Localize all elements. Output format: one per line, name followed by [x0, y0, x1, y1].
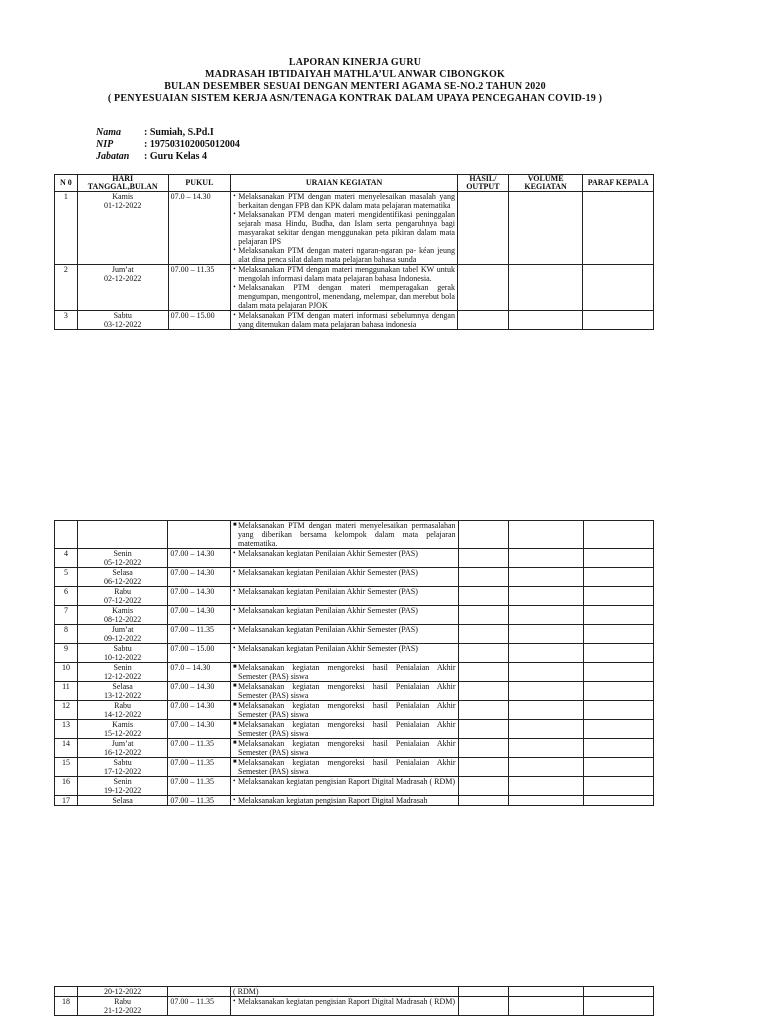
teacher-identity	[96, 127, 240, 163]
row-paraf	[583, 796, 653, 806]
row-time	[168, 758, 231, 777]
row-output	[458, 625, 509, 644]
day-date: 01-12-2022	[104, 201, 142, 210]
time-text: 07.00 – 11.35	[170, 265, 215, 274]
row-day	[77, 265, 168, 311]
time-text: 07.00 – 11.35	[170, 777, 215, 786]
row-volume	[509, 796, 583, 806]
row-time	[168, 568, 231, 587]
row-number-text: 12	[61, 701, 70, 710]
row-volume	[509, 701, 583, 720]
table-row	[55, 192, 654, 265]
row-output	[458, 987, 509, 997]
day-name: Senin	[113, 777, 132, 786]
activity-item: • Melaksanakan PTM dengan materi mengidentifikasi peninggalan sejarah masa Hindu, Budha, dan Islam serta pengaruhnya bagi masyarakat sekitar dengan menggunakan peta pikiran dalam mata pelajaran IPS	[233, 210, 455, 246]
day-date: 17-12-2022	[103, 767, 142, 776]
row-activity	[231, 682, 459, 701]
row-number-text: 8	[63, 625, 68, 634]
row-output	[457, 192, 508, 265]
day-date: 07-12-2022	[103, 596, 142, 605]
table-row	[55, 265, 654, 311]
row-number	[55, 987, 78, 997]
table-row	[55, 568, 654, 587]
row-volume	[509, 758, 583, 777]
row-day	[77, 720, 167, 739]
day-name: Jum’at	[111, 739, 134, 748]
activity-item: • Melaksanakan PTM dengan materi ngaran-ngaran pa- kéan jeung alat dina penca silat dalam mata pelajaran bahasa sunda	[233, 246, 455, 264]
row-number	[55, 701, 78, 720]
day-date: 14-12-2022	[103, 710, 142, 719]
row-paraf	[583, 739, 653, 758]
row-volume	[509, 997, 583, 1016]
row-day	[77, 997, 167, 1016]
col-volume: VOLUME KEGIATAN	[508, 175, 583, 192]
row-activity	[231, 758, 459, 777]
activity-item: ■ Melaksanakan kegiatan mengoreksi hasil Penialaian Akhir Semester (PAS) siswa	[233, 701, 456, 719]
time-text: 07.00 – 15.00	[170, 644, 215, 653]
activity-item: • Melaksanakan kegiatan Penilaian Akhir Semester (PAS)	[233, 568, 456, 577]
nip-value: : 197503102005012004	[144, 139, 240, 150]
day-name: Selasa	[112, 796, 133, 805]
report-title: LAPORAN KINERJA GURU	[288, 57, 422, 68]
col-paraf: PARAF KEPALA	[583, 175, 654, 192]
col-no: N 0	[55, 175, 78, 192]
row-output	[458, 521, 509, 549]
row-number-text: 16	[61, 777, 70, 786]
row-day	[77, 549, 167, 568]
row-day	[77, 587, 167, 606]
row-time	[168, 192, 231, 265]
time-text: 07.0 – 14.30	[170, 192, 211, 201]
row-time	[168, 796, 231, 806]
row-number-text: 10	[61, 663, 70, 672]
row-output	[458, 758, 509, 777]
row-volume	[509, 644, 583, 663]
row-time	[168, 739, 231, 758]
row-day	[77, 682, 167, 701]
row-volume	[509, 625, 583, 644]
time-text: 07.00 – 11.35	[170, 739, 215, 748]
name-value: : Sumiah, S.Pd.I	[144, 127, 214, 138]
report-header	[0, 57, 710, 105]
col-activity: URAIAN KEGIATAN	[231, 175, 458, 192]
row-paraf	[583, 720, 653, 739]
row-number	[55, 192, 78, 265]
row-activity	[231, 549, 459, 568]
time-text: 07.00 – 11.35	[170, 758, 215, 767]
row-volume	[509, 606, 583, 625]
row-day	[77, 701, 167, 720]
activity-item: • Melaksanakan PTM dengan materi informasi sebelumnya dengan yang ditemukan dalam mata pelajaran bahasa indonesia	[233, 311, 455, 329]
activity-item: ■ Melaksanakan kegiatan mengoreksi hasil Penialaian Akhir Semester (PAS) siswa	[233, 739, 456, 757]
row-day	[77, 625, 167, 644]
activity-item: ■ Melaksanakan kegiatan mengoreksi hasil Penialaian Akhir Semester (PAS) siswa	[233, 720, 456, 738]
day-name: Rabu	[114, 701, 132, 710]
jabatan-value: : Guru Kelas 4	[144, 151, 208, 162]
row-day	[77, 606, 167, 625]
day-date: 13-12-2022	[103, 691, 142, 700]
day-date: 03-12-2022	[104, 320, 142, 329]
activity-item: • Melaksanakan kegiatan Penilaian Akhir Semester (PAS)	[233, 606, 456, 615]
row-volume	[509, 549, 583, 568]
row-number-text: 2	[63, 265, 68, 274]
row-number	[55, 625, 78, 644]
row-paraf	[583, 701, 653, 720]
row-output	[458, 796, 509, 806]
row-time	[168, 997, 231, 1016]
row-paraf	[583, 521, 653, 549]
day-name: Kamis	[112, 192, 134, 201]
table-row	[55, 625, 654, 644]
day-date: 06-12-2022	[103, 577, 142, 586]
table-row	[55, 549, 654, 568]
day-name: Kamis	[112, 606, 134, 615]
table-row	[55, 701, 654, 720]
table-row	[55, 987, 654, 997]
activity-item: • Melaksanakan kegiatan pengisian Raport Digital Madrasah ( RDM)	[233, 777, 456, 786]
row-activity	[231, 521, 459, 549]
row-time	[168, 521, 231, 549]
day-date: 16-12-2022	[103, 748, 142, 757]
activity-item: • Melaksanakan PTM dengan materi memperagakan gerak mengumpan, mengontrol, menendang, melempar, dan merebut bola dalam mata pelajaran PJOK	[233, 283, 455, 310]
row-time	[168, 311, 231, 330]
row-activity	[231, 701, 459, 720]
day-name: Senin	[113, 549, 132, 558]
row-number	[55, 587, 78, 606]
table-row	[55, 587, 654, 606]
row-time	[168, 682, 231, 701]
col-day: HARI TANGGAL,BULAN	[77, 175, 168, 192]
row-number-text: 6	[63, 587, 68, 596]
row-activity	[230, 997, 458, 1016]
day-name: Selasa	[112, 568, 133, 577]
day-name: Sabtu	[113, 644, 132, 653]
day-date: 02-12-2022	[104, 274, 142, 283]
day-date: 09-12-2022	[103, 634, 142, 643]
row-output	[458, 777, 509, 796]
activity-item: • Melaksanakan kegiatan pengisian Raport Digital Madrasah ( RDM)	[233, 997, 456, 1006]
nip-label: NIP	[96, 139, 114, 150]
row-day	[77, 739, 167, 758]
row-day	[77, 987, 167, 997]
activity-item: • Melaksanakan kegiatan Penilaian Akhir Semester (PAS)	[233, 625, 456, 634]
time-text: 07.0 – 14.30	[170, 663, 211, 672]
row-output	[457, 265, 508, 311]
row-activity	[231, 777, 459, 796]
row-activity	[231, 625, 459, 644]
row-number	[55, 311, 78, 330]
row-activity	[231, 796, 459, 806]
day-name: Selasa	[112, 682, 133, 691]
day-name: Kamis	[112, 720, 134, 729]
day-date: 15-12-2022	[103, 729, 142, 738]
row-number	[55, 265, 78, 311]
time-text: 07.00 – 11.35	[170, 796, 215, 805]
row-number	[55, 549, 78, 568]
col-output: HASIL/ OUTPUT	[457, 175, 508, 192]
row-number	[55, 644, 78, 663]
row-activity	[231, 663, 459, 682]
row-volume	[509, 739, 583, 758]
row-time	[168, 644, 231, 663]
row-paraf	[583, 777, 653, 796]
row-number	[55, 796, 78, 806]
row-number-text: 1	[63, 192, 68, 201]
time-text: 07.00 – 15.00	[170, 311, 215, 320]
table-row	[55, 720, 654, 739]
activity-table-page3	[54, 986, 654, 1016]
row-output	[458, 549, 509, 568]
day-name: Sabtu	[113, 311, 132, 320]
row-paraf	[583, 265, 654, 311]
row-activity	[231, 644, 459, 663]
time-text: 07.00 – 14.30	[170, 701, 215, 710]
time-text: 07.00 – 14.30	[170, 587, 215, 596]
day-date: 08-12-2022	[103, 615, 142, 624]
row-number	[55, 758, 78, 777]
row-day	[77, 758, 167, 777]
table-header-row	[55, 175, 654, 192]
activity-item: ■ Melaksanakan PTM dengan materi menyelesaikan permasalahan yang diberikan bersama kelompok dalam mata pelajaran matematika.	[233, 521, 456, 548]
activity-item: • Melaksanakan PTM dengan materi menyelesaikan masalah yang berkaitan dengan FPB dan KPK dalam mata pelajaran matematika	[233, 192, 455, 210]
table-row	[55, 521, 654, 549]
row-output	[458, 606, 509, 625]
row-time	[168, 987, 231, 997]
row-paraf	[583, 625, 653, 644]
row-number	[55, 720, 78, 739]
row-number	[55, 663, 78, 682]
row-volume	[509, 568, 583, 587]
row-output	[457, 311, 508, 330]
row-volume	[509, 663, 583, 682]
day-date: 21-12-2022	[103, 1006, 142, 1015]
row-paraf	[583, 997, 653, 1016]
row-activity	[231, 606, 459, 625]
row-paraf	[583, 587, 653, 606]
report-subtitle: ( PENYESUAIAN SISTEM KERJA ASN/TENAGA KONTRAK DALAM UPAYA PENCEGAHAN COVID-19 )	[107, 93, 603, 104]
row-number	[55, 606, 78, 625]
activity-table-page1	[54, 174, 654, 330]
row-paraf	[583, 644, 653, 663]
col-time: PUKUL	[168, 175, 231, 192]
name-label: Nama	[96, 127, 121, 138]
row-day	[77, 568, 167, 587]
table-row	[55, 311, 654, 330]
report-period: BULAN DESEMBER SESUAI DENGAN MENTERI AGAMA SE-NO.2 TAHUN 2020	[164, 81, 546, 92]
row-time	[168, 777, 231, 796]
row-number	[55, 521, 78, 549]
row-time	[168, 625, 231, 644]
row-number-text: 5	[63, 568, 68, 577]
table-row	[55, 682, 654, 701]
activity-item: ( RDM)	[232, 987, 259, 996]
activity-item: ■ Melaksanakan kegiatan mengoreksi hasil Penialaian Akhir Semester (PAS) siswa	[233, 663, 456, 681]
day-date: 05-12-2022	[103, 558, 142, 567]
row-time	[168, 701, 231, 720]
day-date: 20-12-2022	[103, 987, 142, 996]
row-activity	[231, 587, 459, 606]
day-name: Jum’at	[111, 265, 134, 274]
row-number	[55, 777, 78, 796]
row-activity	[231, 311, 458, 330]
row-paraf	[583, 987, 653, 997]
time-text: 07.00 – 11.35	[170, 625, 215, 634]
row-volume	[509, 682, 583, 701]
row-paraf	[583, 758, 653, 777]
row-time	[168, 720, 231, 739]
row-day	[77, 192, 168, 265]
day-date: 10-12-2022	[103, 653, 142, 662]
row-output	[458, 997, 509, 1016]
row-volume	[508, 311, 583, 330]
time-text: 07.00 – 11.35	[170, 997, 215, 1006]
row-day	[77, 311, 168, 330]
row-volume	[509, 720, 583, 739]
row-number-text: 11	[62, 682, 70, 691]
row-day	[77, 777, 167, 796]
row-output	[458, 587, 509, 606]
activity-table-page2	[54, 520, 654, 806]
row-volume	[509, 987, 583, 997]
activity-item: • Melaksanakan kegiatan Penilaian Akhir Semester (PAS)	[233, 587, 456, 596]
row-number	[55, 682, 78, 701]
row-time	[168, 587, 231, 606]
day-name: Rabu	[114, 587, 132, 596]
day-name: Senin	[113, 663, 132, 672]
row-paraf	[583, 192, 654, 265]
day-date: 12-12-2022	[103, 672, 142, 681]
row-volume	[509, 521, 583, 549]
row-time	[168, 606, 231, 625]
activity-item: • Melaksanakan kegiatan Penilaian Akhir Semester (PAS)	[233, 549, 456, 558]
jabatan-label: Jabatan	[96, 151, 130, 162]
row-activity	[231, 720, 459, 739]
day-name: Sabtu	[113, 758, 132, 767]
table-row	[55, 739, 654, 758]
row-number-text: 15	[61, 758, 70, 767]
time-text: 07.00 – 14.30	[170, 720, 215, 729]
row-number-text: 13	[61, 720, 70, 729]
day-name: Rabu	[114, 997, 132, 1006]
table-row	[55, 644, 654, 663]
row-output	[458, 568, 509, 587]
time-text: 07.00 – 14.30	[170, 606, 215, 615]
day-name: Jum’at	[111, 625, 134, 634]
row-time	[168, 663, 231, 682]
row-activity	[231, 739, 459, 758]
row-output	[458, 701, 509, 720]
row-number-text: 3	[63, 311, 68, 320]
activity-item: • Melaksanakan PTM dengan materi menggunakan tabel KW untuk mengolah informasi dalam mata pelajaran bahasa Indonesia.	[233, 265, 455, 283]
row-volume	[508, 192, 583, 265]
row-paraf	[583, 568, 653, 587]
row-paraf	[583, 606, 653, 625]
row-time	[168, 549, 231, 568]
row-number-text: 9	[63, 644, 68, 653]
table-row	[55, 758, 654, 777]
school-name: MADRASAH IBTIDAIYAH MATHLA’UL ANWAR CIBONGKOK	[205, 69, 505, 80]
row-number-text: 18	[61, 997, 70, 1006]
row-volume	[509, 587, 583, 606]
row-day	[77, 796, 167, 806]
row-volume	[509, 777, 583, 796]
table-row	[55, 777, 654, 796]
row-output	[458, 663, 509, 682]
row-output	[458, 682, 509, 701]
row-activity	[231, 265, 458, 311]
row-number-text: 14	[61, 739, 70, 748]
table-row	[55, 606, 654, 625]
time-text: 07.00 – 14.30	[170, 549, 215, 558]
activity-item: ■ Melaksanakan kegiatan mengoreksi hasil Penialaian Akhir Semester (PAS) siswa	[233, 682, 456, 700]
table-row	[55, 663, 654, 682]
activity-item: • Melaksanakan kegiatan Penilaian Akhir Semester (PAS)	[233, 644, 456, 653]
table-row	[55, 997, 654, 1016]
activity-item: • Melaksanakan kegiatan pengisian Raport Digital Madrasah	[233, 796, 456, 805]
row-activity	[231, 192, 458, 265]
row-time	[168, 265, 231, 311]
time-text: 07.00 – 14.30	[170, 682, 215, 691]
row-number	[55, 997, 78, 1016]
row-paraf	[583, 311, 654, 330]
table-row	[55, 796, 654, 806]
row-paraf	[583, 682, 653, 701]
row-number-text: 4	[63, 549, 68, 558]
row-day	[77, 644, 167, 663]
row-output	[458, 720, 509, 739]
row-output	[458, 739, 509, 758]
row-paraf	[583, 663, 653, 682]
day-date: 19-12-2022	[103, 786, 142, 795]
row-day	[77, 663, 167, 682]
row-output	[458, 644, 509, 663]
row-number	[55, 568, 78, 587]
row-number	[55, 739, 78, 758]
row-day	[77, 521, 167, 549]
row-activity	[230, 987, 458, 997]
row-volume	[508, 265, 583, 311]
row-activity	[231, 568, 459, 587]
activity-item: ■ Melaksanakan kegiatan mengoreksi hasil Penialaian Akhir Semester (PAS) siswa	[233, 758, 456, 776]
row-paraf	[583, 549, 653, 568]
time-text: 07.00 – 14.30	[170, 568, 215, 577]
row-number-text: 17	[61, 796, 70, 805]
row-number-text: 7	[63, 606, 68, 615]
